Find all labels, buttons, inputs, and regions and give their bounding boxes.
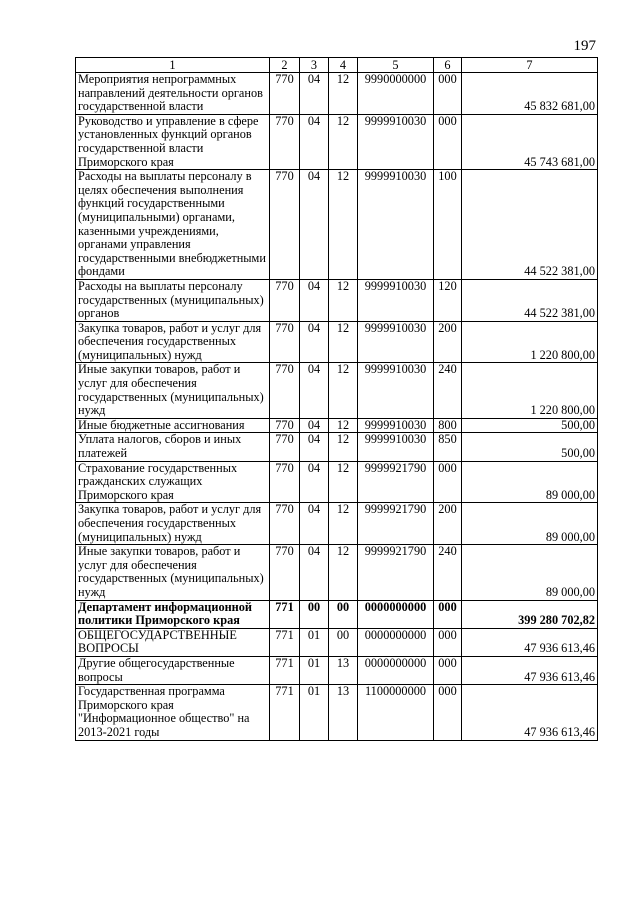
row-section-cell: 01 bbox=[300, 685, 329, 740]
row-subsection-cell: 12 bbox=[329, 503, 358, 545]
table-row bbox=[76, 503, 598, 545]
row-subsection-cell: 12 bbox=[329, 279, 358, 321]
row-admin-code-cell: 770 bbox=[270, 461, 300, 503]
row-amount-cell: 47 936 613,46 bbox=[462, 685, 598, 740]
row-admin-code-cell: 770 bbox=[270, 433, 300, 461]
row-expense-type-cell: 240 bbox=[434, 363, 462, 418]
row-name-cell: Расходы на выплаты персоналу в целях обеспечения выполнения функций государственными (муниципальными) органами, казенными учреждениями, органами управления государственными внебюджетными фондами bbox=[76, 170, 270, 280]
row-expense-type-cell: 200 bbox=[434, 321, 462, 363]
budget-table bbox=[75, 57, 598, 741]
row-name-cell: Закупка товаров, работ и услуг для обеспечения государственных (муниципальных) нужд bbox=[76, 321, 270, 363]
row-target-article-cell: 0000000000 bbox=[358, 656, 434, 684]
row-subsection-cell: 12 bbox=[329, 321, 358, 363]
row-name-cell: Закупка товаров, работ и услуг для обеспечения государственных (муниципальных) нужд bbox=[76, 503, 270, 545]
row-subsection-cell: 12 bbox=[329, 170, 358, 280]
header-cell-7: 7 bbox=[462, 58, 598, 73]
header-cell-3: 3 bbox=[300, 58, 329, 73]
row-expense-type-cell: 000 bbox=[434, 114, 462, 169]
table-row bbox=[76, 545, 598, 600]
row-admin-code-cell: 770 bbox=[270, 73, 300, 115]
row-section-cell: 04 bbox=[300, 279, 329, 321]
row-subsection-cell: 12 bbox=[329, 545, 358, 600]
row-subsection-cell: 12 bbox=[329, 433, 358, 461]
row-amount-cell: 500,00 bbox=[462, 433, 598, 461]
table-row bbox=[76, 170, 598, 280]
row-name-cell: Мероприятия непрограммных направлений деятельности органов государственной власти bbox=[76, 73, 270, 115]
row-expense-type-cell: 100 bbox=[434, 170, 462, 280]
row-admin-code-cell: 770 bbox=[270, 545, 300, 600]
page-number: 197 bbox=[573, 38, 596, 54]
row-target-article-cell: 9999910030 bbox=[358, 170, 434, 280]
row-subsection-cell: 12 bbox=[329, 114, 358, 169]
row-subsection-cell: 12 bbox=[329, 461, 358, 503]
row-amount-cell: 89 000,00 bbox=[462, 461, 598, 503]
row-section-cell: 04 bbox=[300, 73, 329, 115]
row-section-cell: 04 bbox=[300, 433, 329, 461]
row-expense-type-cell: 000 bbox=[434, 73, 462, 115]
row-amount-cell: 89 000,00 bbox=[462, 545, 598, 600]
row-name-cell: Департамент информационной политики Приморского края bbox=[76, 600, 270, 628]
row-expense-type-cell: 800 bbox=[434, 418, 462, 433]
row-admin-code-cell: 770 bbox=[270, 503, 300, 545]
row-section-cell: 04 bbox=[300, 503, 329, 545]
row-expense-type-cell: 000 bbox=[434, 628, 462, 656]
row-subsection-cell: 12 bbox=[329, 363, 358, 418]
header-cell-5: 5 bbox=[358, 58, 434, 73]
row-name-cell: Уплата налогов, сборов и иных платежей bbox=[76, 433, 270, 461]
row-amount-cell: 44 522 381,00 bbox=[462, 170, 598, 280]
table-row bbox=[76, 461, 598, 503]
row-section-cell: 04 bbox=[300, 114, 329, 169]
row-amount-cell: 44 522 381,00 bbox=[462, 279, 598, 321]
row-amount-cell: 45 743 681,00 bbox=[462, 114, 598, 169]
row-section-cell: 04 bbox=[300, 321, 329, 363]
header-cell-2: 2 bbox=[270, 58, 300, 73]
row-target-article-cell: 9999921790 bbox=[358, 461, 434, 503]
row-section-cell: 01 bbox=[300, 656, 329, 684]
row-expense-type-cell: 850 bbox=[434, 433, 462, 461]
row-section-cell: 04 bbox=[300, 418, 329, 433]
table-row bbox=[76, 433, 598, 461]
row-name-cell: Другие общегосударственные вопросы bbox=[76, 656, 270, 684]
table-row bbox=[76, 656, 598, 684]
row-expense-type-cell: 000 bbox=[434, 600, 462, 628]
table-row bbox=[76, 418, 598, 433]
table-row bbox=[76, 114, 598, 169]
row-name-cell: Государственная программа Приморского края "Информационное общество" на 2013-2021 годы bbox=[76, 685, 270, 740]
row-section-cell: 01 bbox=[300, 628, 329, 656]
row-target-article-cell: 9999910030 bbox=[358, 363, 434, 418]
row-admin-code-cell: 771 bbox=[270, 628, 300, 656]
row-section-cell: 04 bbox=[300, 461, 329, 503]
row-admin-code-cell: 771 bbox=[270, 685, 300, 740]
row-target-article-cell: 9999910030 bbox=[358, 418, 434, 433]
row-target-article-cell: 9999910030 bbox=[358, 114, 434, 169]
row-admin-code-cell: 771 bbox=[270, 600, 300, 628]
row-name-cell: ОБЩЕГОСУДАРСТВЕННЫЕ ВОПРОСЫ bbox=[76, 628, 270, 656]
row-subsection-cell: 00 bbox=[329, 600, 358, 628]
table-row bbox=[76, 685, 598, 740]
row-subsection-cell: 13 bbox=[329, 685, 358, 740]
row-name-cell: Иные бюджетные ассигнования bbox=[76, 418, 270, 433]
row-target-article-cell: 9999910030 bbox=[358, 433, 434, 461]
header-cell-4: 4 bbox=[329, 58, 358, 73]
header-cell-6: 6 bbox=[434, 58, 462, 73]
row-expense-type-cell: 120 bbox=[434, 279, 462, 321]
row-name-cell: Страхование государственных гражданских служащих Приморского края bbox=[76, 461, 270, 503]
row-section-cell: 04 bbox=[300, 545, 329, 600]
row-section-cell: 04 bbox=[300, 363, 329, 418]
row-section-cell: 00 bbox=[300, 600, 329, 628]
row-admin-code-cell: 770 bbox=[270, 279, 300, 321]
row-target-article-cell: 9999921790 bbox=[358, 503, 434, 545]
row-expense-type-cell: 000 bbox=[434, 685, 462, 740]
row-subsection-cell: 12 bbox=[329, 418, 358, 433]
row-section-cell: 04 bbox=[300, 170, 329, 280]
row-target-article-cell: 9990000000 bbox=[358, 73, 434, 115]
table-header-row bbox=[76, 58, 598, 73]
row-expense-type-cell: 000 bbox=[434, 461, 462, 503]
row-amount-cell: 1 220 800,00 bbox=[462, 363, 598, 418]
row-amount-cell: 89 000,00 bbox=[462, 503, 598, 545]
row-admin-code-cell: 770 bbox=[270, 418, 300, 433]
row-admin-code-cell: 770 bbox=[270, 321, 300, 363]
row-name-cell: Иные закупки товаров, работ и услуг для обеспечения государственных (муниципальных) нужд bbox=[76, 545, 270, 600]
row-subsection-cell: 12 bbox=[329, 73, 358, 115]
table-row bbox=[76, 321, 598, 363]
row-amount-cell: 45 832 681,00 bbox=[462, 73, 598, 115]
row-target-article-cell: 9999910030 bbox=[358, 279, 434, 321]
row-amount-cell: 1 220 800,00 bbox=[462, 321, 598, 363]
row-amount-cell: 399 280 702,82 bbox=[462, 600, 598, 628]
row-target-article-cell: 1100000000 bbox=[358, 685, 434, 740]
row-target-article-cell: 0000000000 bbox=[358, 600, 434, 628]
row-name-cell: Руководство и управление в сфере установленных функций органов государственной власти Приморского края bbox=[76, 114, 270, 169]
table-row bbox=[76, 73, 598, 115]
row-amount-cell: 47 936 613,46 bbox=[462, 628, 598, 656]
table-row bbox=[76, 600, 598, 628]
row-name-cell: Иные закупки товаров, работ и услуг для обеспечения государственных (муниципальных) нужд bbox=[76, 363, 270, 418]
row-target-article-cell: 0000000000 bbox=[358, 628, 434, 656]
row-target-article-cell: 9999910030 bbox=[358, 321, 434, 363]
row-target-article-cell: 9999921790 bbox=[358, 545, 434, 600]
row-expense-type-cell: 200 bbox=[434, 503, 462, 545]
row-admin-code-cell: 770 bbox=[270, 114, 300, 169]
row-amount-cell: 500,00 bbox=[462, 418, 598, 433]
row-admin-code-cell: 770 bbox=[270, 363, 300, 418]
row-amount-cell: 47 936 613,46 bbox=[462, 656, 598, 684]
header-cell-1: 1 bbox=[76, 58, 270, 73]
row-name-cell: Расходы на выплаты персоналу государственных (муниципальных) органов bbox=[76, 279, 270, 321]
table-row bbox=[76, 628, 598, 656]
row-subsection-cell: 13 bbox=[329, 656, 358, 684]
table-row bbox=[76, 279, 598, 321]
row-subsection-cell: 00 bbox=[329, 628, 358, 656]
row-admin-code-cell: 771 bbox=[270, 656, 300, 684]
table-row bbox=[76, 363, 598, 418]
row-expense-type-cell: 240 bbox=[434, 545, 462, 600]
row-admin-code-cell: 770 bbox=[270, 170, 300, 280]
row-expense-type-cell: 000 bbox=[434, 656, 462, 684]
